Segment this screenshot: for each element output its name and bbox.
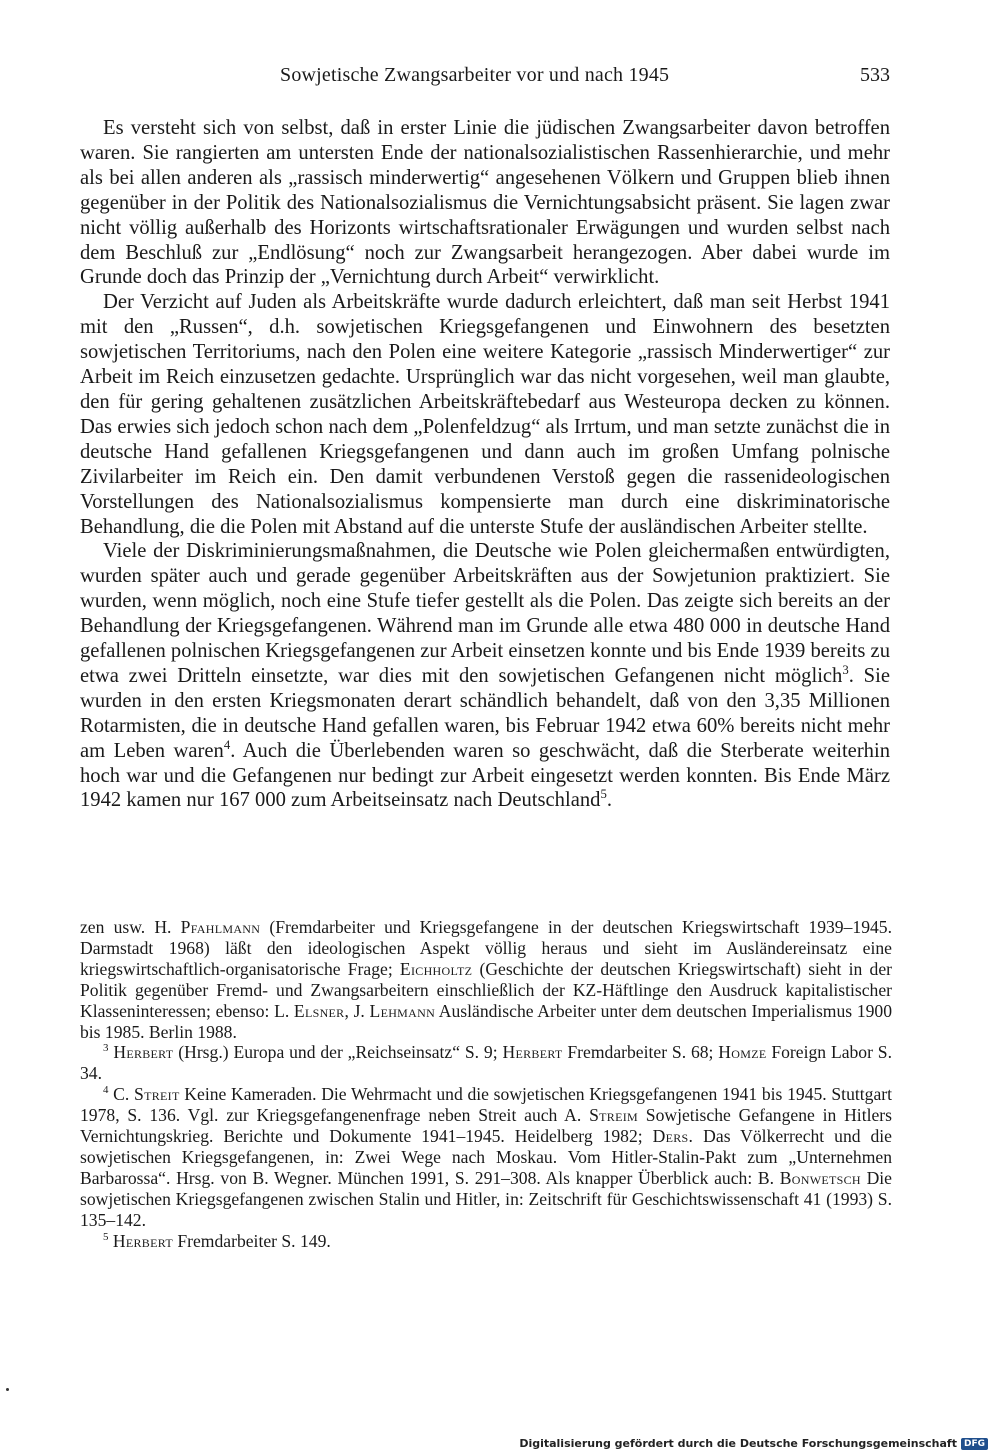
fn-text: Foreign Labor S. 34. [80,1042,892,1084]
fn-text: Ausländische Arbeiter unter dem deutschen Imperialismus 1900 bis 1985. Berlin 1988. [80,1000,893,1042]
fn-author: Lehmann [369,1000,436,1021]
fn-author: Streim [589,1105,638,1126]
footnotes [80,917,892,1252]
footnote-2-continued [80,917,892,1042]
fn-author: Herbert [113,1042,174,1063]
fn-text: zen usw. H. [80,917,181,937]
fn-text: , J. [344,1000,370,1021]
paragraph-3-part: . Auch die Überlebenden waren so geschwächt, daß die Sterberate weiterhin hoch war und die Gefangenen nur bedingt zur Arbeit eingesetzt werden konnten. Bis Ende März 1942 kamen nur 167 000 zum Arbeitseinsatz nach Deutschland [80,739,890,812]
footnote-3 [80,1042,892,1084]
fn-text: (Hrsg.) Europa und der „Reichseinsatz“ S. 9; [173,1042,503,1063]
paragraph-2: Der Verzicht auf Juden als Arbeitskräfte wurde dadurch erleichtert, daß man seit Herbst 1941 mit den „Russen“, d.h. sowjetischen Kriegsgefangenen und Einwohnern des besetzten sowjetischen Territoriums, nach den Polen eine weitere Kategorie „rassisch Minderwertiger“ zur Arbeit im Reich einzusetzen gedachte. Ursprünglich war das nicht vorgesehen, weil man glaubte, den für gering gehaltenen zusätzlichen Arbeitskräftebedarf aus Westeuropa decken zu können. Das erwies sich jedoch schon nach dem „Polenfeldzug“ als Irrtum, und man setzte zunächst die in deutsche Hand gefallenen Kriegsgefangenen und dann auch im großen Umfang polnische Zivilarbeiter im Reich ein. Den damit verbundenen Verstoß gegen die rassenideologischen Vorstellungen des Nationalsozialismus kompensierte man durch eine diskriminatorische Behandlung, die die Polen mit Abstand auf die unterste Stufe der ausländischen Arbeiter stellte. [80,291,890,538]
footnote-ref-3[interactable]: 3 [842,663,849,678]
paragraph-3-part: . Sie wurden in den ersten Kriegsmonaten derart schändlich behandelt, daß von den 3,35 Millionen Rotarmisten, die in deutsche Hand gefallen waren, bis Februar 1942 etwa 60% bereits nicht mehr am Leben waren [80,664,890,762]
fn-text: Das Völkerrecht und die sowjetischen Kriegsgefangenen, in: Zwei Wege nach Moskau. Vom Hitler-Stalin-Pakt zum „Unternehmen Barbarossa“. Hrsg. von B. Wegner. München 1991, S. 291–308. Als knapper Überblick auch: B. [80,1126,892,1188]
fn-text: Fremdarbeiter S. 149. [172,1230,331,1251]
main-text [80,116,890,813]
fn-author: Herbert [502,1042,563,1063]
paragraph-3-part: . [606,789,612,812]
fn-text: Fremdarbeiter S. 68; [562,1042,719,1063]
fn-author: Bonwetsch [779,1167,861,1188]
fn-author: Eichholtz [399,958,473,979]
footnote-number: 3 [103,1042,109,1055]
footnote-number: 5 [103,1230,109,1243]
fn-author: Herbert [112,1230,173,1251]
fn-author: Pfahlmann [180,917,261,937]
dfg-logo-icon: DFG [961,1438,988,1450]
fn-text: (Fremdarbeiter und Kriegsgefangene in der deutschen Kriegswirtschaft 1939–1945. Darmstadt 1968) läßt den ideologischen Aspekt völlig heraus und sieht im Ausländereinsatz eine kriegswirtschaftlich-organisatorische Frage; [80,917,892,979]
fn-text: C. [108,1084,135,1105]
paragraph-1: Es versteht sich von selbst, daß in erster Linie die jüdischen Zwangsarbeiter davon betroffen waren. Sie rangierten am untersten Ende der nationalsozialistischen Rassenhierarchie, und mehr als bei allen anderen als „rassisch minderwertig“ angesehenen Völkern und Gruppen blieb ihnen gegenüber in der Politik des Nationalsozialismus die Vernichtungsabsicht präsent. Sie lagen zwar nicht völlig außerhalb des Horizonts wirtschaftsrationaler Erwägungen und wurden selbst nach dem Beschluß zur „Endlösung“ noch zur Zwangsarbeit herangezogen. Aber dabei wurde im Grunde doch das Prinzip der „Vernichtung durch Arbeit“ verwirklicht. [80,117,890,289]
running-head-title: Sowjetische Zwangsarbeiter vor und nach 1945 [280,64,670,86]
digitization-footer [519,1437,988,1450]
fn-author: Streit [134,1084,180,1105]
scan-speck [6,1388,9,1391]
fn-text: Sowjetische Gefangene in Hitlers Vernichtungskrieg. Berichte und Dokumente 1941–1945. Heidelberg 1982; [80,1105,892,1147]
digitization-note: Digitalisierung gefördert durch die Deutsche Forschungsgemeinschaft [519,1437,957,1450]
page-number: 533 [860,64,890,86]
fn-text: Keine Kameraden. Die Wehrmacht und die sowjetischen Kriegsgefangenen 1941 bis 1945. Stuttgart 1978, S. 136. Vgl. zur Kriegsgefangenenfrage neben Streit auch A. [80,1084,892,1126]
footnote-ref-4[interactable]: 4 [223,737,231,752]
paragraph-3 [80,539,890,813]
fn-text: Die sowjetischen Kriegsgefangenen zwischen Stalin und Hitler, in: Zeitschrift für Geschichtswissenschaft 41 (1993) S. 135–142. [80,1167,892,1230]
fn-text: (Geschichte der deutschen Kriegswirtschaft) sieht in der Politik gegenüber Fremd- und Zwangsarbeitern einschließlich der KZ-Häftlinge den Ausdruck kapitalistischer Klasseninteressen; ebenso: L. [80,958,892,1021]
running-header [0,64,890,94]
fn-author: Ders. [652,1126,694,1147]
footnote-5 [80,1231,892,1252]
footnote-ref-5[interactable]: 5 [600,787,607,802]
fn-author: Homze [718,1042,767,1063]
fn-author: Elsner [293,1000,345,1021]
paragraph-3-part: Viele der Diskriminierungsmaßnahmen, die Deutsche wie Polen gleichermaßen entwürdigten, wurden später auch und gerade gegenüber Arbeitskräften aus der Sowjetunion praktiziert. Sie wurden, wenn möglich, noch eine Stufe tiefer gestellt als die Polen. Das zeigte sich bereits an der Behandlung der Kriegsgefangenen. Während man im Grunde alle etwa 480 000 in deutsche Hand gefallenen polnischen Kriegsgefangenen zur Arbeit einsetzen konnte und bis Ende 1939 bereits zu etwa zwei Dritteln einsetzte, war dies mit den sowjetischen Gefangenen nicht möglich [80,540,890,687]
footnote-number: 4 [103,1084,109,1097]
footnote-4 [80,1084,892,1230]
